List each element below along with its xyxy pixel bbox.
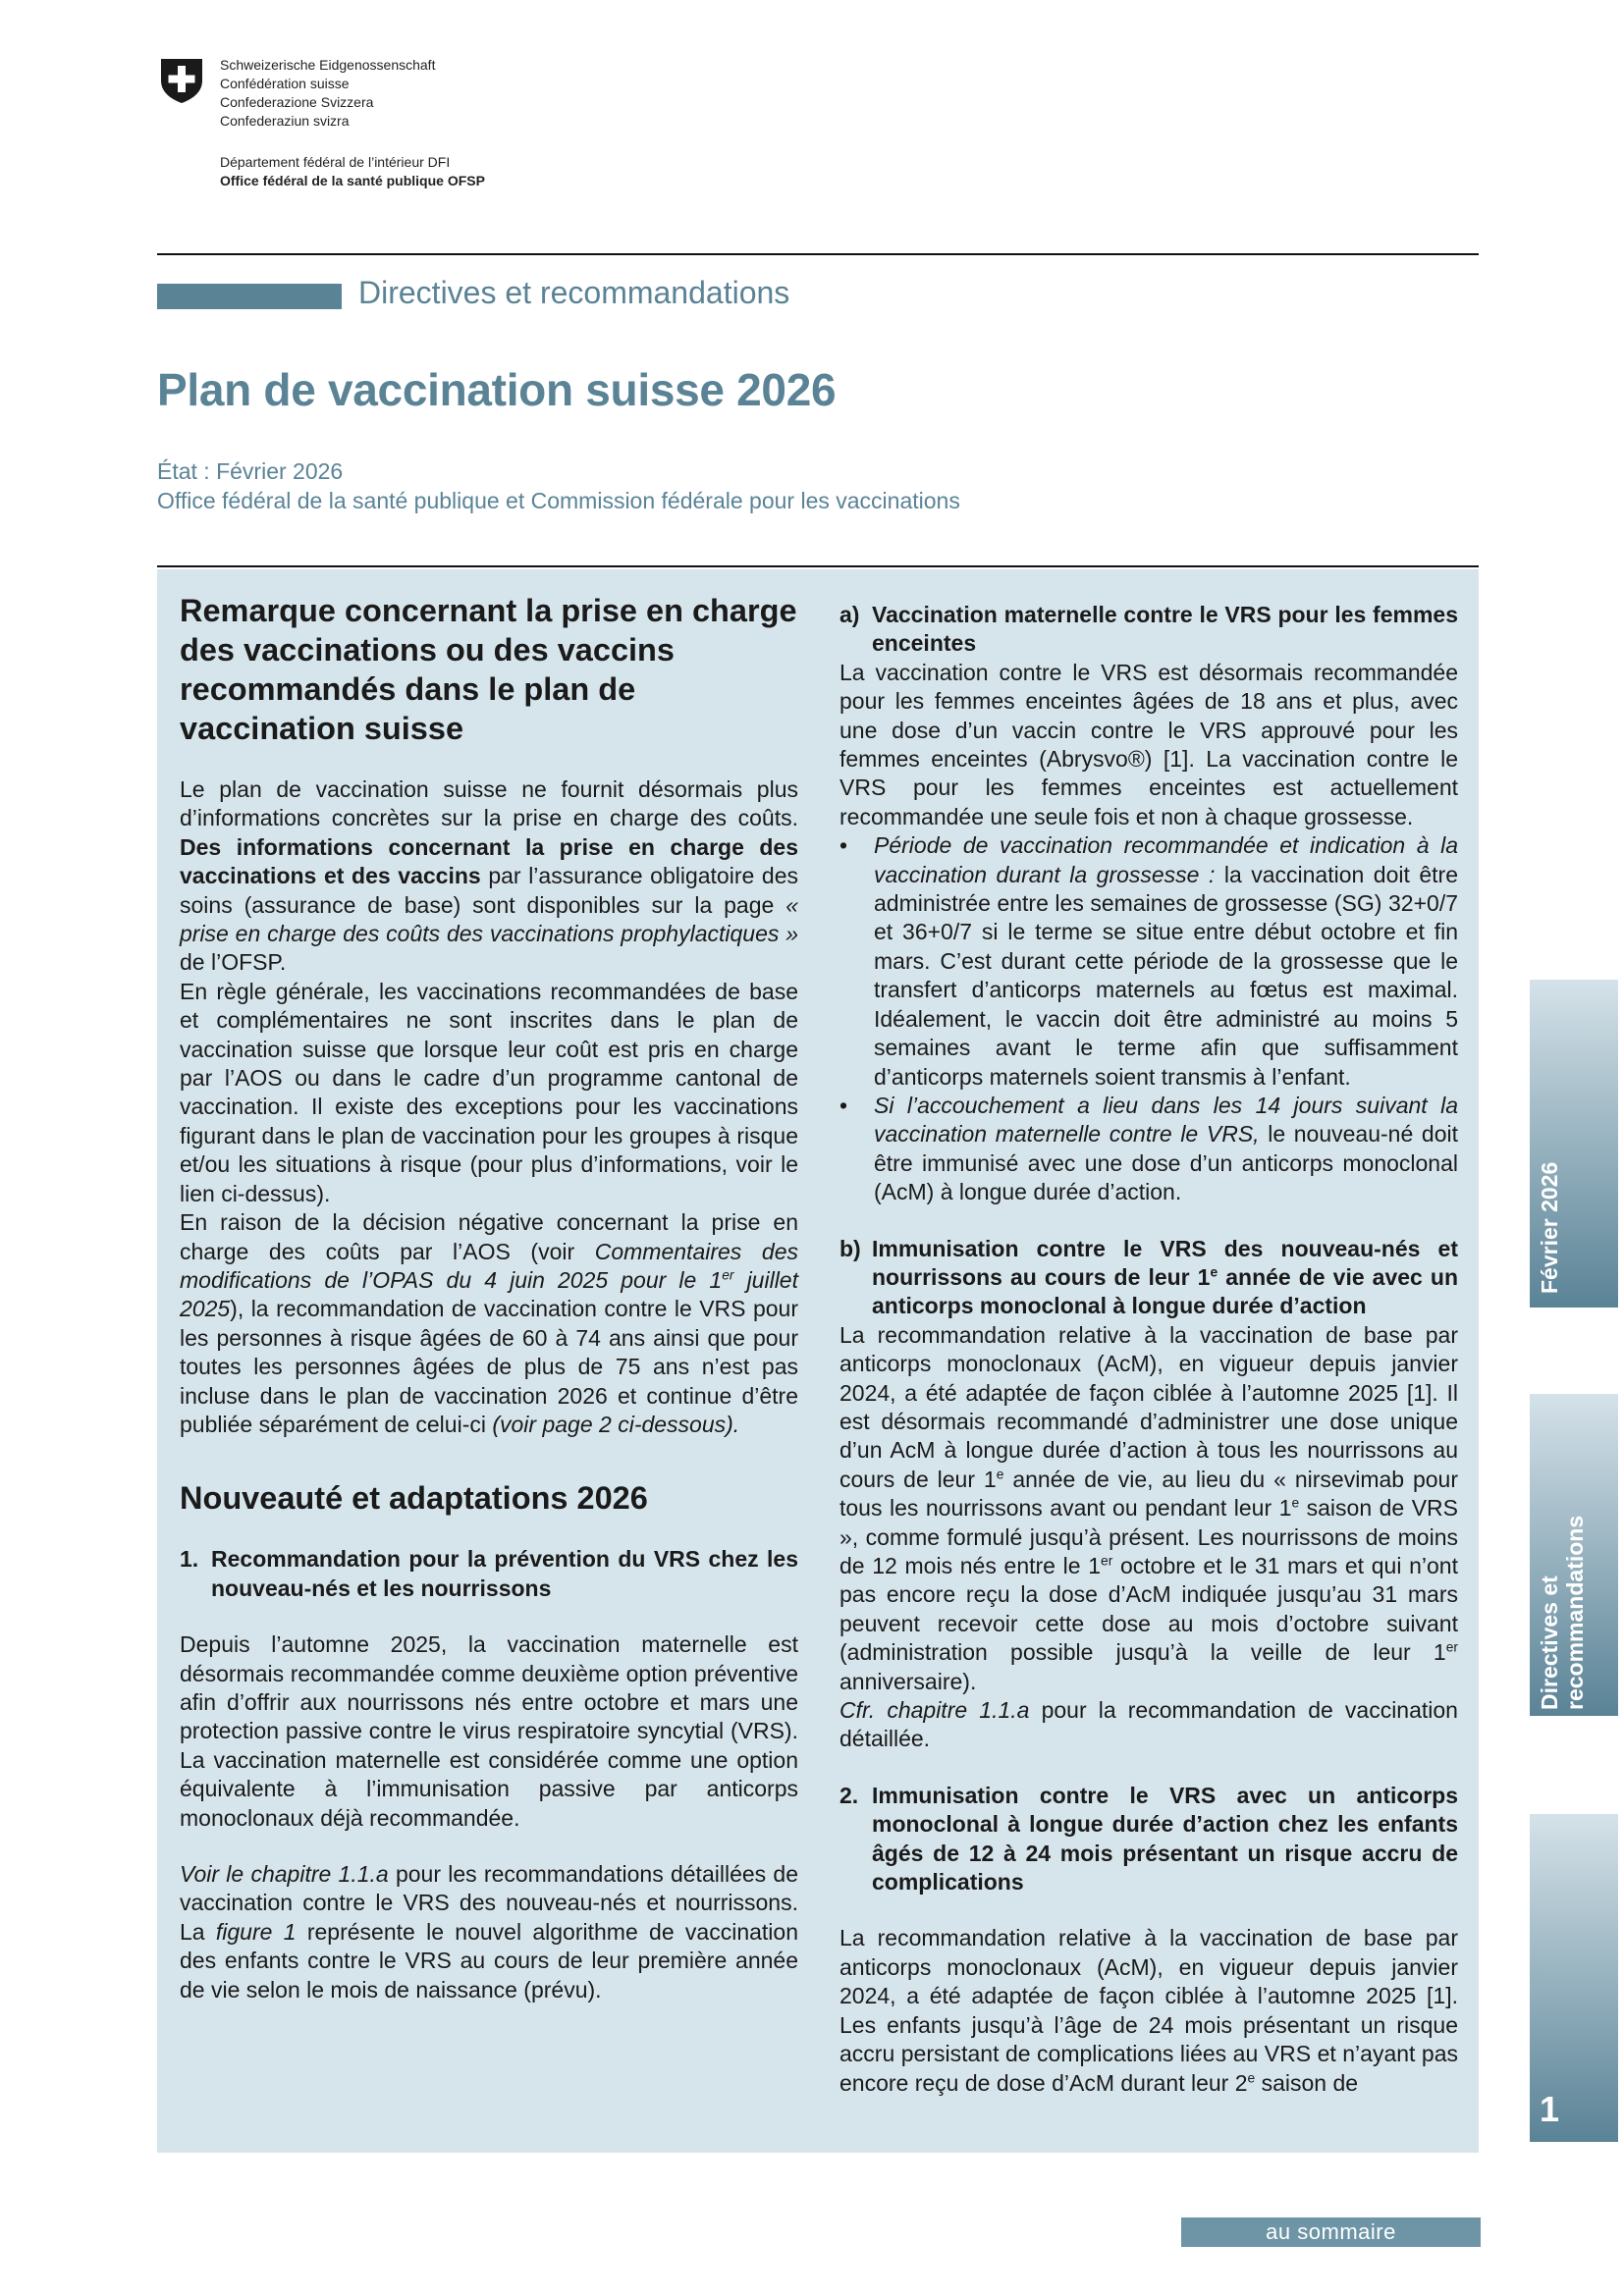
item-a-paragraph: La vaccination contre le VRS est désormais recommandée pour les femmes enceintes âgées de 18 ans et plus, avec une dose d’un vaccin contre le VRS approuvé pour les femmes enceintes (Abrysvo®) [1]. La vaccination contre le VRS pour les femmes enceintes est actuellement recommandée une seule fois et non à chaque grossesse. — [839, 659, 1458, 829]
department-block — [220, 153, 485, 190]
cost-coverage-link[interactable]: « prise en charge des coûts des vaccinations prophylactiques » — [180, 891, 798, 947]
item-2-paragraph: La recommandation relative à la vaccination de base par anticorps monoclonaux (AcM), en vigueur depuis janvier 2024, a été adaptée de façon ciblée à l’automne 2025 [1]. Les enfants jusqu’à l’âge de 24 mois présentant un risque accru persistant de complications liées au VRS et n’ayant pas encore reçu de dose d’AcM durant leur 2e saison de — [839, 1925, 1458, 2096]
chapter-1-1-a-link[interactable]: Cfr. chapitre 1.1.a — [839, 1697, 1030, 1724]
chapter-reference-paragraph: Voir le chapitre 1.1.a pour les recommandations détaillées de vaccination contre le VRS des nouveau-nés et nourrissons. La figure 1 représente le nouvel algorithme de vaccination des enfants contre le VRS au cours de leur première année de vie selon le mois de naissance (prévu). — [180, 1861, 799, 2002]
chapter-1-1-a-link[interactable]: Voir le chapitre 1.1.a — [180, 1861, 389, 1887]
content-rule — [157, 565, 1479, 567]
table-of-contents-button[interactable]: au sommaire — [1181, 2217, 1481, 2247]
bullet-vaccination-period: • Période de vaccination recommandée et indication à la vaccination durant la grossesse : la vaccination doit être administrée entre les semaines de grossesse (SG) 32+0/7 et 36+0/7 si le terme se situe entre début octobre et fin mars. C’est durant cette période de la grossesse que le transfert d’anticorps maternels au fœtus est maximal. Idéalement, le vaccin doit être administré au moins 5 semaines avant le terme afin que suffisamment d’anticorps maternels soient transmis à l’enfant. — [839, 831, 1458, 1092]
page-2-reference[interactable]: (voir page 2 ci-dessous). — [492, 1411, 740, 1437]
federation-line-it: Confederazione Svizzera — [220, 94, 374, 110]
document-status — [157, 456, 960, 515]
news-heading: Nouveauté et adaptations 2026 — [180, 1480, 648, 1517]
remark-paragraph-2: En règle générale, les vaccinations recommandées de base et complémentaires ne sont inscrites dans le plan de vaccination suisse que lorsque leur coût est pris en charge par l’AOS ou dans le cadre d’un programme cantonal de vaccination. Il existe des exceptions pour les vaccinations figurant dans le plan de vaccination pour les groupes à risque et/ou les situations à risque (pour plus d’informations, voir le lien ci-dessus). — [180, 978, 798, 1206]
remark-paragraph-1: Le plan de vaccination suisse ne fournit désormais plus d’informations concrètes sur la prise en charge des coûts. Des informations concernant la prise en charge des vaccinations et des vaccins par l’assurance obligatoire des soins (assurance de base) sont disponibles sur la page « prise en charge des coûts des vaccinations prophylactiques » de l’OFSP. — [180, 776, 798, 976]
item-a-heading: a) Vaccination maternelle contre le VRS pour les femmes enceintes — [839, 602, 1458, 657]
item-b-reference: Cfr. chapitre 1.1.a pour la recommandation de vaccination détaillée. — [839, 1697, 1458, 1752]
department-name: Département fédéral de l’intérieur DFI — [220, 154, 451, 170]
page-title: Plan de vaccination suisse 2026 — [157, 364, 837, 415]
item-b-heading: b) Immunisation contre le VRS des nouveau-nés et nourrissons au cours de leur 1e année de vie avec un anticorps monoclonal à longue durée d’action — [839, 1235, 1458, 1319]
federation-line-de: Schweizerische Eidgenossenschaft — [220, 57, 436, 73]
federation-names — [220, 56, 435, 131]
swiss-cross-shield-icon — [157, 55, 206, 104]
section-bar — [157, 284, 342, 309]
remark-paragraph-3: En raison de la décision négative concernant la prise en charge des coûts par l’AOS (voir Commentaires des modifications de l’OPAS du 4 juin 2025 pour le 1er juillet 2025), la recommandation de vaccination contre le VRS pour les personnes à risque âgées de 60 à 74 ans ainsi que pour toutes les personnes âgées de plus de 75 ans n’est pas incluse dans le plan de vaccination 2026 et continue d’être publiée séparément de celui-ci (voir page 2 ci-dessous). — [180, 1209, 798, 1437]
maternal-vaccination-paragraph: Depuis l’automne 2025, la vaccination maternelle est désormais recommandée comme deuxième option préventive afin d’offrir aux nourrissons nés entre octobre et mars une protection passive contre le virus respiratoire syncytial (VRS). La vaccination maternelle est considérée comme une option équivalente à l’immunisation passive par anticorps monoclonaux déjà recommandée. — [180, 1631, 798, 1831]
figure-1-link[interactable]: figure 1 — [215, 1918, 297, 1945]
bullet-delivery-14-days: • Si l’accouchement a lieu dans les 14 jours suivant la vaccination maternelle contre le VRS, le nouveau-né doit être immunisé avec une dose d’un anticorps monoclonal (AcM) à longue durée d’action. — [839, 1092, 1458, 1207]
federation-line-fr: Confédération suisse — [220, 76, 350, 91]
item-2-heading: 2. Immunisation contre le VRS avec un anticorps monoclonal à longue durée d’action chez les enfants âgés de 12 à 24 mois présentant un risque accru de complications — [839, 1782, 1458, 1896]
section-title: Directives et recommandations — [358, 275, 790, 310]
federation-line-rm: Confederaziun svizra — [220, 113, 350, 129]
side-tab-section-label: Directives et recommandations — [1537, 1515, 1588, 1710]
remark-heading: Remarque concernant la prise en charge des vaccinations ou des vaccins recommandés dans le plan de vaccination suisse — [180, 593, 797, 746]
authors: Office fédéral de la santé publique et Commission fédérale pour les vaccinations — [157, 488, 960, 513]
left-column — [180, 591, 798, 2004]
item-1-heading: 1. Recommandation pour la prévention du VRS chez les nouveau-nés et les nourrissons — [180, 1546, 798, 1601]
right-column — [839, 601, 1458, 2098]
bullet-icon: • — [839, 832, 848, 859]
header-rule — [157, 253, 1479, 255]
bullet-icon: • — [839, 1092, 848, 1118]
page-number: 1 — [1540, 2089, 1560, 2129]
office-name: Office fédéral de la santé publique OFSP — [220, 173, 485, 188]
item-b-paragraph: La recommandation relative à la vaccination de base par anticorps monoclonaux (AcM), en vigueur depuis janvier 2024, a été adaptée de façon ciblée à l’automne 2025 [1]. Il est désormais recommandé d’administrer une dose unique d’un AcM à longue durée d’action à tous les nourrissons au cours de leur 1e année de vie, au lieu du « nirsevimab pour tous les nourrissons avant ou pendant leur 1e saison de VRS », comme formulé jusqu’à présent. Les nourrissons de moins de 12 mois nés entre le 1er octobre et le 31 mars et qui n’ont pas encore reçu la dose d’AcM indiquée jusqu’au 31 mars peuvent recevoir cette dose au mois d’octobre suivant (administration possible jusqu’à la veille de leur 1er anniversaire). — [839, 1321, 1459, 1694]
status-date: État : Février 2026 — [157, 458, 344, 484]
opas-comments-link[interactable]: Commentaires des modifications de l’OPAS du 4 juin 2025 pour le 1er juillet 2025 — [180, 1238, 798, 1322]
side-tab-date-label: Février 2026 — [1537, 1161, 1562, 1294]
